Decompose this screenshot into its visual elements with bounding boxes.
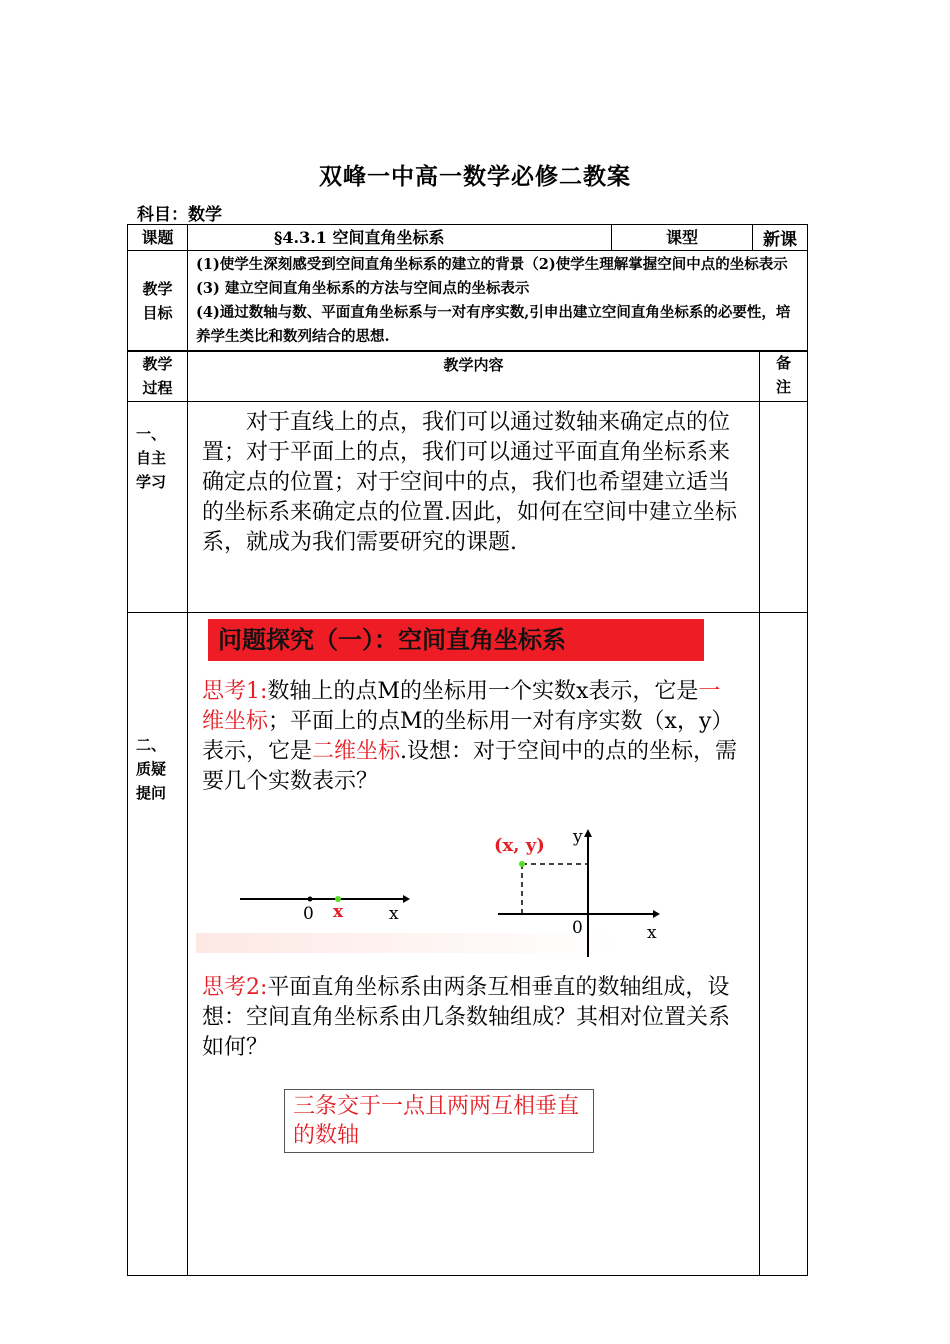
section1-text [188,402,760,613]
header-row [128,225,808,251]
topic-value: §4.3.1 空间直角坐标系 [188,225,612,251]
notes-label-line2: 注 [775,378,791,396]
type-label: 课型 [612,225,753,251]
process-label-line2: 过程 [142,379,173,397]
number-line-origin-label: 0 [303,904,314,924]
goals-row [128,251,808,352]
one-dim-term: 一维坐标 [202,679,721,734]
notes-label-line1: 备 [775,354,791,372]
notes-label [760,351,808,402]
goals-label-line2: 目标 [142,304,173,322]
goals-label [128,251,188,352]
section1-label [128,402,188,613]
goals-label-line1: 教学 [142,280,173,298]
plane-x-arrow [653,910,660,918]
section2-label-line3: 提问 [136,784,167,802]
goals-text [188,251,808,352]
number-line-point-label: x [333,902,344,922]
plane-y-arrow [584,829,592,837]
section1-row [128,402,808,613]
section1-notes [760,402,808,613]
process-label-line1: 教学 [142,355,173,373]
section2-row [128,613,808,1276]
coordinate-diagrams [188,817,748,967]
question-banner: 问题探究（一）：空间直角坐标系 [208,619,704,661]
topic-label: 课题 [128,225,188,251]
section2-label [128,613,188,1276]
number-line-diagram [240,895,410,924]
subject-line [137,200,222,225]
plane-origin-label: 0 [572,918,583,938]
content-label: 教学内容 [188,351,760,402]
think1-part-b: ；平面上的点M的坐标用一对有序实数（x，y）表示，它是 [202,709,734,764]
answer-box: 三条交于一点且两两互相垂直的数轴 [284,1089,594,1153]
plane-point-dot [519,861,525,867]
plane-x-label: x [647,923,657,943]
think2-text [202,973,742,1063]
goals-text-2: (4)通过数轴与数、平面直角坐标系与一对有序实数,引申出建立空间直角坐标系的必要性，培养学生类比和数列结合的思想. [196,304,791,345]
number-line-axis-label: x [389,904,399,924]
section2-label-line2: 质疑 [136,760,167,778]
subject-label: 科目： [137,205,188,225]
section2-content [188,613,760,1276]
faded-strip [196,933,616,953]
section1-paragraph: 对于直线上的点，我们可以通过数轴来确定点的位置；对于平面上的点，我们可以通过平面直角坐标系来确定点的位置；对于空间中的点，我们也希望建立适当的坐标系来确定点的位置.因此，如何在空间中建立坐标系，就成为我们需要研究的课题. [202,410,737,555]
plane-y-label: y [573,827,583,847]
process-table [127,350,808,1276]
section1-label-line1: 一、 [136,425,167,443]
section1-label-line3: 学习 [136,473,167,491]
process-header-row [128,351,808,402]
think2-body: 平面直角坐标系由两条互相垂直的数轴组成，设想：空间直角坐标系由几条数轴组成？其相对位置关系如何？ [202,975,731,1060]
subject-value: 数学 [188,205,222,225]
think1-text [202,677,742,797]
page-title: 双峰一中高一数学必修二教案 [319,163,631,190]
plane-point-label: (x, y) [494,835,545,856]
think1-label: 思考1: [202,679,268,704]
lesson-plan-table [127,224,808,352]
section2-label-line1: 二、 [136,736,167,754]
section1-label-line2: 自主 [136,449,167,467]
number-line-arrow [403,895,410,903]
type-value: 新课 [753,225,808,251]
think1-part-a: 数轴上的点M的坐标用一个实数x表示，它是 [267,679,699,704]
goals-text-1: (1)使学生深刻感受到空间直角坐标系的建立的背景（2)使学生理解掌握空间中点的坐标表示 (3) 建立空间直角坐标系的方法与空间点的坐标表示 [196,256,788,297]
process-label [128,351,188,402]
two-dim-term: 二维坐标 [312,739,401,764]
section2-notes [760,613,808,1276]
think2-label: 思考2: [202,975,268,1000]
number-line-origin-dot [308,897,313,902]
think1-part-c: .设想：对于空间中的点的坐标，需要几个实数表示？ [202,739,738,794]
